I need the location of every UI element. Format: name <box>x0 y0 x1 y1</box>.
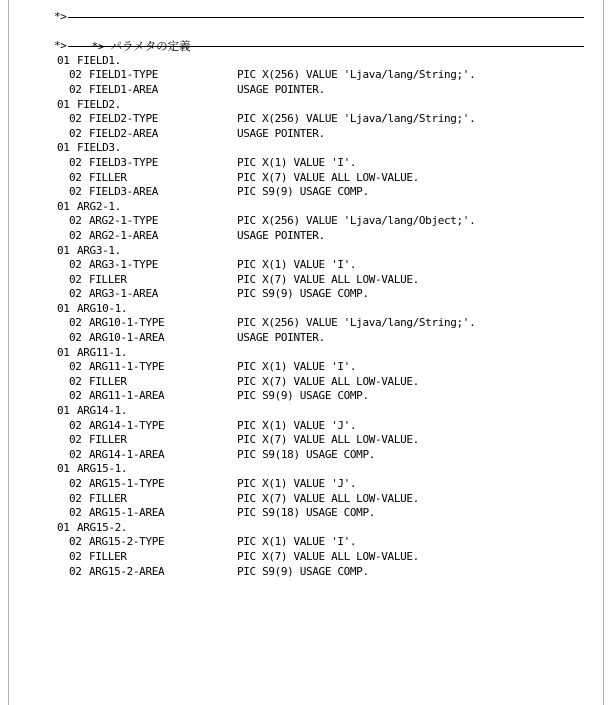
item-name: ARG11-1-AREA <box>89 389 165 403</box>
level-number: 02 <box>69 360 82 374</box>
item-name: FILLER <box>89 433 127 447</box>
level-number: 02 <box>69 82 82 96</box>
item-declaration: PIC X(1) VALUE 'J'. <box>237 418 357 432</box>
item-name: ARG15-2-AREA <box>89 564 165 578</box>
elementary-item-line <box>54 331 584 346</box>
item-name: FIELD1. <box>77 53 121 67</box>
elementary-item-line <box>54 214 584 229</box>
item-name: ARG2-1-TYPE <box>89 214 158 228</box>
level-number: 02 <box>69 433 82 447</box>
elementary-item-line <box>54 229 584 244</box>
level-number: 02 <box>69 287 82 301</box>
group-item-line <box>54 98 584 113</box>
elementary-item-line <box>54 156 584 171</box>
item-name: FILLER <box>89 374 127 388</box>
item-declaration: PIC S9(18) USAGE COMP. <box>237 506 375 520</box>
elementary-item-line <box>54 506 584 521</box>
level-number: 02 <box>69 126 82 140</box>
level-number: 02 <box>69 477 82 490</box>
level-number: 02 <box>69 185 82 199</box>
item-declaration: PIC X(7) VALUE ALL LOW-VALUE. <box>237 272 419 286</box>
item-declaration: PIC X(1) VALUE 'I'. <box>237 360 357 374</box>
level-number: 02 <box>69 418 82 432</box>
comment-title-line <box>54 25 584 54</box>
item-declaration: USAGE POINTER. <box>237 228 325 242</box>
elementary-item-line <box>54 83 584 98</box>
group-item-line <box>54 141 584 156</box>
item-name: FIELD2-AREA <box>89 126 158 140</box>
level-number: 02 <box>69 68 82 82</box>
elementary-item-line <box>54 258 584 273</box>
group-item-line <box>54 521 584 536</box>
section-title: パラメタの定義 <box>110 39 191 54</box>
level-number: 01 <box>57 462 70 476</box>
item-name: FIELD2-TYPE <box>89 112 158 126</box>
item-declaration: PIC X(1) VALUE 'I'. <box>237 155 357 169</box>
item-declaration: USAGE POINTER. <box>237 126 325 140</box>
item-name: ARG2-1-AREA <box>89 228 158 242</box>
elementary-item-line <box>54 68 584 83</box>
level-number: 02 <box>69 272 82 286</box>
level-number: 01 <box>57 345 70 359</box>
item-declaration: PIC X(7) VALUE ALL LOW-VALUE. <box>237 170 419 184</box>
item-name: FIELD1-AREA <box>89 82 158 96</box>
item-name: ARG11-1-TYPE <box>89 360 165 374</box>
item-name: ARG10-1. <box>77 301 128 315</box>
level-number: 02 <box>69 155 82 169</box>
item-declaration: USAGE POINTER. <box>237 331 325 345</box>
item-name: ARG14-1-AREA <box>89 447 165 461</box>
level-number: 01 <box>57 199 70 213</box>
item-name: FIELD1-TYPE <box>89 68 158 82</box>
item-declaration: PIC X(7) VALUE ALL LOW-VALUE. <box>237 549 419 563</box>
item-declaration: PIC S9(9) USAGE COMP. <box>237 185 369 199</box>
comment-rule-line <box>68 17 584 18</box>
elementary-item-line <box>54 127 584 142</box>
item-declaration: PIC S9(9) USAGE COMP. <box>237 564 369 578</box>
level-number: 02 <box>69 112 82 126</box>
elementary-item-line <box>54 535 584 550</box>
item-declaration: USAGE POINTER. <box>237 82 325 96</box>
item-declaration: PIC X(1) VALUE 'I'. <box>237 535 357 549</box>
level-number: 01 <box>57 53 70 67</box>
item-name: FILLER <box>89 491 127 505</box>
data-definition-list <box>54 54 584 579</box>
level-number: 01 <box>57 520 70 534</box>
elementary-item-line <box>54 389 584 404</box>
level-number: 01 <box>57 404 70 418</box>
item-name: ARG3-1-TYPE <box>89 258 158 272</box>
level-number: 02 <box>69 506 82 520</box>
level-number: 02 <box>69 214 82 228</box>
item-name: ARG14-1. <box>77 404 128 418</box>
item-name: FILLER <box>89 170 127 184</box>
code-block <box>54 10 584 579</box>
level-number: 02 <box>69 228 82 242</box>
item-name: FILLER <box>89 549 127 563</box>
group-item-line <box>54 244 584 259</box>
level-number: 02 <box>69 491 82 505</box>
level-number: 01 <box>57 243 70 257</box>
level-number: 01 <box>57 97 70 111</box>
item-name: ARG3-1. <box>77 243 121 257</box>
elementary-item-line <box>54 287 584 302</box>
elementary-item-line <box>54 565 584 580</box>
item-declaration: PIC X(1) VALUE 'J'. <box>237 477 357 490</box>
elementary-item-line <box>54 360 584 375</box>
level-number: 02 <box>69 535 82 549</box>
elementary-item-line <box>54 273 584 288</box>
elementary-item-line <box>54 492 584 507</box>
item-declaration: PIC X(7) VALUE ALL LOW-VALUE. <box>237 491 419 505</box>
item-name: FILLER <box>89 272 127 286</box>
group-item-line <box>54 404 584 419</box>
comment-marker: *> <box>54 39 67 53</box>
item-name: FIELD3-AREA <box>89 185 158 199</box>
comment-marker: *> <box>54 10 67 23</box>
elementary-item-line <box>54 185 584 200</box>
elementary-item-line <box>54 375 584 390</box>
item-declaration: PIC X(1) VALUE 'I'. <box>237 258 357 272</box>
item-declaration: PIC X(7) VALUE ALL LOW-VALUE. <box>237 433 419 447</box>
item-declaration: PIC X(256) VALUE 'Ljava/lang/String;'. <box>237 68 476 82</box>
item-name: ARG10-1-AREA <box>89 331 165 345</box>
item-declaration: PIC S9(9) USAGE COMP. <box>237 287 369 301</box>
elementary-item-line <box>54 171 584 186</box>
level-number: 02 <box>69 549 82 563</box>
level-number: 02 <box>69 316 82 330</box>
level-number: 02 <box>69 331 82 345</box>
elementary-item-line <box>54 550 584 565</box>
elementary-item-line <box>54 448 584 463</box>
item-declaration: PIC X(256) VALUE 'Ljava/lang/String;'. <box>237 316 476 330</box>
level-number: 02 <box>69 258 82 272</box>
item-name: ARG15-2-TYPE <box>89 535 165 549</box>
item-name: FIELD3-TYPE <box>89 155 158 169</box>
item-name: ARG15-1-AREA <box>89 506 165 520</box>
level-number: 01 <box>57 141 70 155</box>
level-number: 02 <box>69 389 82 403</box>
item-name: ARG10-1-TYPE <box>89 316 165 330</box>
level-number: 02 <box>69 564 82 578</box>
elementary-item-line <box>54 433 584 448</box>
level-number: 02 <box>69 374 82 388</box>
group-item-line <box>54 54 584 69</box>
item-declaration: PIC S9(9) USAGE COMP. <box>237 389 369 403</box>
comment-rule-top <box>54 10 584 25</box>
item-name: ARG3-1-AREA <box>89 287 158 301</box>
item-name: FIELD2. <box>77 97 121 111</box>
item-declaration: PIC S9(18) USAGE COMP. <box>237 447 375 461</box>
item-declaration: PIC X(256) VALUE 'Ljava/lang/String;'. <box>237 112 476 126</box>
item-name: ARG15-1. <box>77 462 128 476</box>
item-name: ARG14-1-TYPE <box>89 418 165 432</box>
item-declaration: PIC X(7) VALUE ALL LOW-VALUE. <box>237 374 419 388</box>
item-name: ARG11-1. <box>77 345 128 359</box>
level-number: 01 <box>57 301 70 315</box>
level-number: 02 <box>69 447 82 461</box>
comment-rule-line <box>68 46 584 47</box>
level-number: 02 <box>69 170 82 184</box>
item-declaration: PIC X(256) VALUE 'Ljava/lang/Object;'. <box>237 214 476 228</box>
group-item-line <box>54 346 584 361</box>
group-item-line <box>54 462 584 477</box>
group-item-line <box>54 302 584 317</box>
elementary-item-line <box>54 477 584 492</box>
elementary-item-line <box>54 419 584 434</box>
group-item-line <box>54 200 584 215</box>
elementary-item-line <box>54 112 584 127</box>
elementary-item-line <box>54 316 584 331</box>
item-name: ARG2-1. <box>77 199 121 213</box>
document-frame <box>8 0 604 705</box>
item-name: FIELD3. <box>77 141 121 155</box>
item-name: ARG15-1-TYPE <box>89 477 165 490</box>
comment-marker: *> <box>91 40 111 54</box>
item-name: ARG15-2. <box>77 520 128 534</box>
